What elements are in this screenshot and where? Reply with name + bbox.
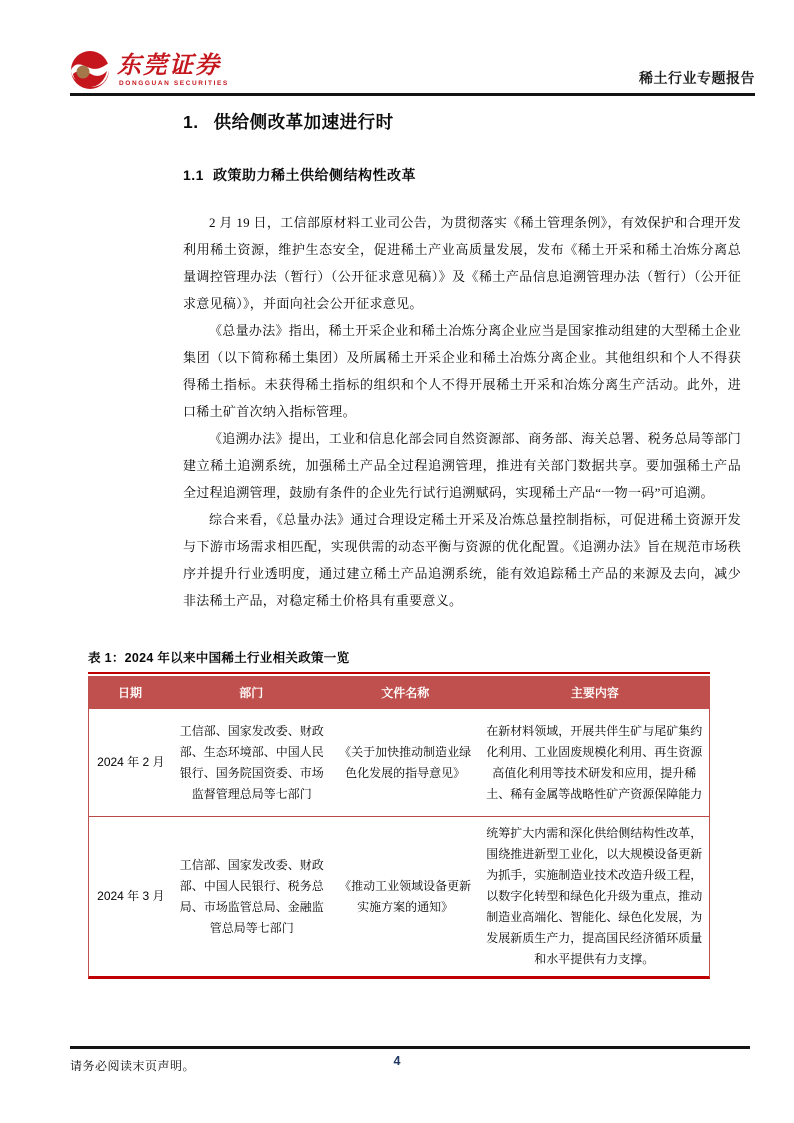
brand-text (117, 50, 229, 87)
footer-disclaimer: 请务必阅读末页声明。 (70, 1059, 196, 1073)
section-number: 1. (183, 112, 199, 132)
table-caption: 表 1：2024 年以来中国稀土行业相关政策一览 (88, 651, 350, 665)
policy-table (88, 648, 710, 979)
cell-content: 统筹扩大内需和深化供给侧结构性改革，围绕推进新型工业化，以大规模设备更新为抓手，实施制造业技术改造升级工程，以数字化转型和绿色化升级为重点，推动制造业高端化、智能化、绿色化发展，为发展新质生产力，提高国民经济循环质量和水平提供有力支撑。 (486, 826, 703, 966)
subsection-title (183, 165, 741, 185)
cell-departments: 工信部、国家发改委、财政部、中国人民银行、税务总局、市场监管总局、金融监管总局等七部门 (179, 857, 324, 935)
table-row (89, 816, 709, 976)
paragraph: 《追溯办法》提出，工业和信息化部会同自然资源部、商务部、海关总署、税务总局等部门建立稀土追溯系统，加强稀土产品全过程追溯管理，推进有关部门数据共享。要加强稀土产品全过程追溯管理，鼓励有条件的企业先行试行追溯赋码，实现稀土产品“一物一码”可追溯。 (183, 431, 742, 500)
subsection-title-text: 政策助力稀土供给侧结构性改革 (212, 167, 416, 183)
cell-content: 在新材料领域，开展共伴生矿与尾矿集约化利用、工业固废规模化利用、再生资源高值化利用等技术研发和应用，提升稀土、稀有金属等战略性矿产资源保障能力 (486, 723, 703, 801)
section-title (183, 109, 741, 134)
paragraph: 综合来看，《总量办法》通过合理设定稀土开采及冶炼总量控制指标，可促进稀土资源开发与下游市场需求相匹配，实现供需的动态平衡与资源的优化配置。《追溯办法》旨在规范市场秩序并提升行业透明度，通过建立稀土产品追溯系统，能有效追踪稀土产品的来源及去向，减少非法稀土产品，对稳定稀土价格具有重要意义。 (183, 512, 741, 608)
cell-departments: 工信部、国家发改委、财政部、生态环境部、中国人民银行、国务院国资委、市场监督管理总局等七部门 (179, 723, 324, 801)
brand-logo-icon (70, 50, 110, 90)
table-row (89, 709, 709, 816)
page-number: 4 (393, 1054, 401, 1068)
page-header (70, 44, 755, 96)
table-body (88, 709, 710, 979)
column-header-date: 日期 (117, 686, 142, 700)
paragraph: 2 月 19 日，工信部原材料工业司公告，为贯彻落实《稀土管理条例》，有效保护和合理开发利用稀土资源，维护生态安全，促进稀土产业高质量发展，发布《稀土开采和稀土冶炼分离总量调控管理办法（暂行）（公开征求意见稿）》及《稀土产品信息追溯管理办法（暂行）（公开征求意见稿）》，并面向社会公开征求意见。 (183, 215, 741, 311)
cell-date: 2024 年 3 月 (97, 889, 165, 903)
report-type-label: 稀土行业专题报告 (639, 70, 755, 86)
table-header-row (88, 676, 710, 709)
section-title-text: 供给侧改革加速进行时 (213, 112, 394, 132)
subsection-number: 1.1 (183, 167, 204, 183)
brand-logo (70, 50, 229, 93)
column-header-content: 主要内容 (570, 686, 619, 700)
main-content (183, 109, 741, 614)
brand-subtitle: DONGGUAN SECURITIES (119, 80, 229, 87)
cell-date: 2024 年 2 月 (97, 755, 165, 769)
cell-document: 《关于加快推动制造业绿色化发展的指导意见》 (339, 744, 472, 780)
paragraph: 《总量办法》指出，稀土开采企业和稀土冶炼分离企业应当是国家推动组建的大型稀土企业集团（以下简称稀土集团）及所属稀土开采企业和稀土冶炼分离企业。其他组织和个人不得获得稀土指标。未获得稀土指标的组织和个人不得开展稀土开采和冶炼分离生产活动。此外，进口稀土矿首次纳入指标管理。 (183, 323, 742, 419)
brand-name: 东莞证券 (117, 53, 221, 79)
column-header-departments: 部门 (239, 686, 264, 700)
column-header-document: 文件名称 (381, 686, 430, 700)
cell-document: 《推动工业领域设备更新实施方案的通知》 (339, 878, 472, 914)
table-accent-line (88, 672, 710, 674)
